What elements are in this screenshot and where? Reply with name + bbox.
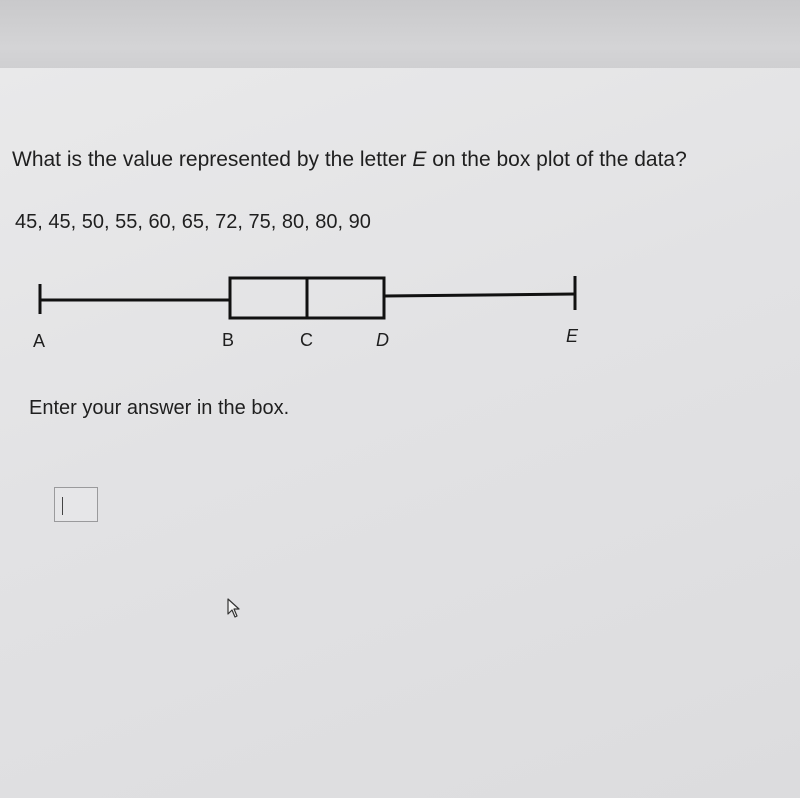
question-variable: E	[412, 148, 427, 171]
data-list: 45, 45, 50, 55, 60, 65, 72, 75, 80, 80, 90	[15, 211, 371, 233]
text-caret	[62, 497, 63, 515]
whisker-right	[384, 294, 575, 296]
label-d: D	[376, 330, 389, 350]
label-c: C	[300, 330, 313, 350]
answer-input[interactable]	[54, 487, 98, 522]
label-e: E	[566, 326, 579, 346]
question-prefix: What is the value represented by the letter	[12, 148, 413, 171]
mouse-pointer-icon	[226, 598, 242, 620]
label-b: B	[222, 330, 235, 350]
question-panel	[0, 68, 800, 798]
top-bar	[0, 0, 800, 68]
instruction-text: Enter your answer in the box.	[29, 397, 290, 419]
question-suffix: on the box plot of the data?	[426, 148, 687, 171]
question-text	[12, 148, 687, 172]
box-plot	[0, 258, 800, 358]
label-a: A	[33, 331, 46, 351]
